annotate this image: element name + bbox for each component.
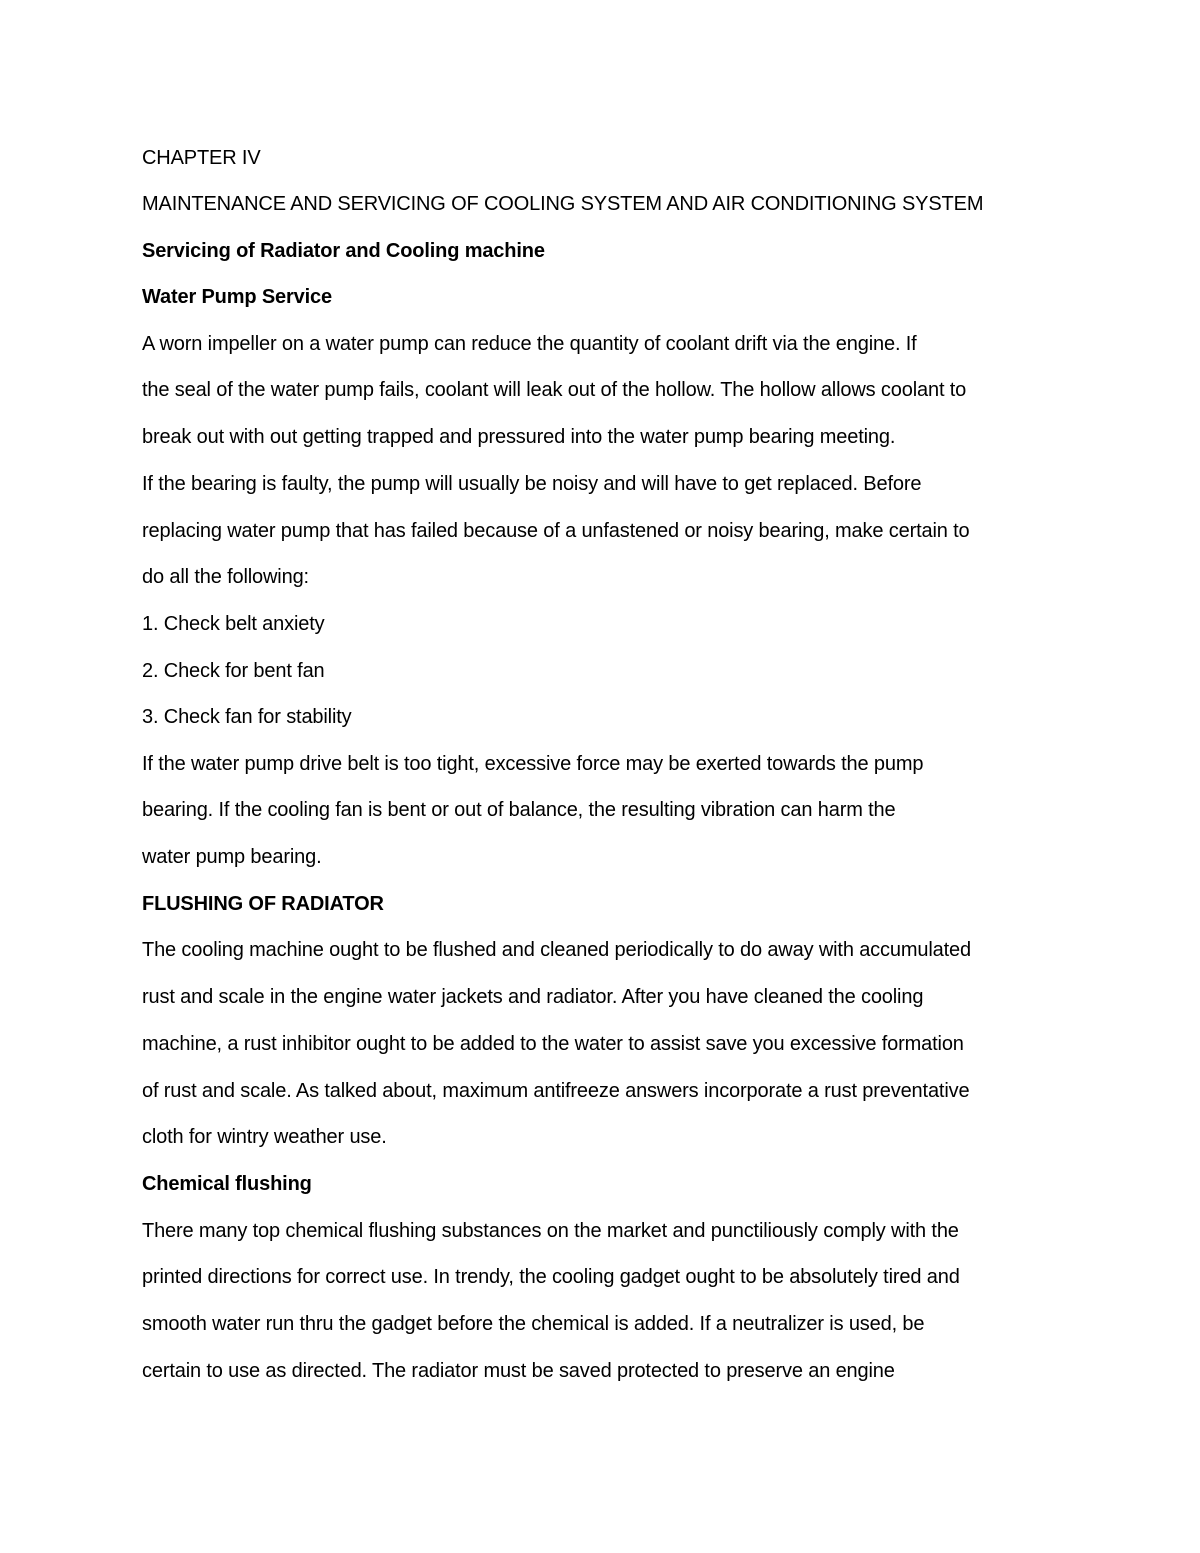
paragraph-line: water pump bearing. xyxy=(142,846,322,868)
paragraph-line: bearing. If the cooling fan is bent or out of balance, the resulting vibration can harm the xyxy=(142,799,896,821)
list-item: 2. Check for bent fan xyxy=(142,660,325,682)
paragraph-line: of rust and scale. As talked about, maximum antifreeze answers incorporate a rust preventative xyxy=(142,1080,970,1102)
paragraph-line: rust and scale in the engine water jackets and radiator. After you have cleaned the cooling xyxy=(142,986,924,1008)
paragraph-line: printed directions for correct use. In trendy, the cooling gadget ought to be absolutely tired and xyxy=(142,1266,960,1288)
paragraph-line: cloth for wintry weather use. xyxy=(142,1126,387,1148)
chemical-flushing-heading: Chemical flushing xyxy=(142,1173,312,1195)
paragraph-line: The cooling machine ought to be flushed and cleaned periodically to do away with accumulated xyxy=(142,939,971,961)
paragraph-line: There many top chemical flushing substances on the market and punctiliously comply with the xyxy=(142,1220,959,1242)
chapter-title: MAINTENANCE AND SERVICING OF COOLING SYSTEM AND AIR CONDITIONING SYSTEM xyxy=(142,193,984,215)
paragraph-line: machine, a rust inhibitor ought to be added to the water to assist save you excessive formation xyxy=(142,1033,964,1055)
water-pump-heading: Water Pump Service xyxy=(142,286,332,308)
paragraph-line: replacing water pump that has failed because of a unfastened or noisy bearing, make certain to xyxy=(142,520,970,542)
paragraph-line: do all the following: xyxy=(142,566,309,588)
paragraph-line: certain to use as directed. The radiator must be saved protected to preserve an engine xyxy=(142,1360,895,1382)
list-item: 1. Check belt anxiety xyxy=(142,613,325,635)
paragraph-line: A worn impeller on a water pump can reduce the quantity of coolant drift via the engine. If xyxy=(142,333,917,355)
list-item: 3. Check fan for stability xyxy=(142,706,352,728)
paragraph-line: If the water pump drive belt is too tight, excessive force may be exerted towards the pump xyxy=(142,753,924,775)
paragraph-line: smooth water run thru the gadget before the chemical is added. If a neutralizer is used, be xyxy=(142,1313,925,1335)
paragraph-line: break out with out getting trapped and pressured into the water pump bearing meeting. xyxy=(142,426,896,448)
chapter-number: CHAPTER IV xyxy=(142,147,261,169)
paragraph-line: the seal of the water pump fails, coolant will leak out of the hollow. The hollow allows coolant to xyxy=(142,379,967,401)
flushing-heading: FLUSHING OF RADIATOR xyxy=(142,893,384,915)
paragraph-line: If the bearing is faulty, the pump will usually be noisy and will have to get replaced. Before xyxy=(142,473,922,495)
section-heading: Servicing of Radiator and Cooling machine xyxy=(142,240,545,262)
